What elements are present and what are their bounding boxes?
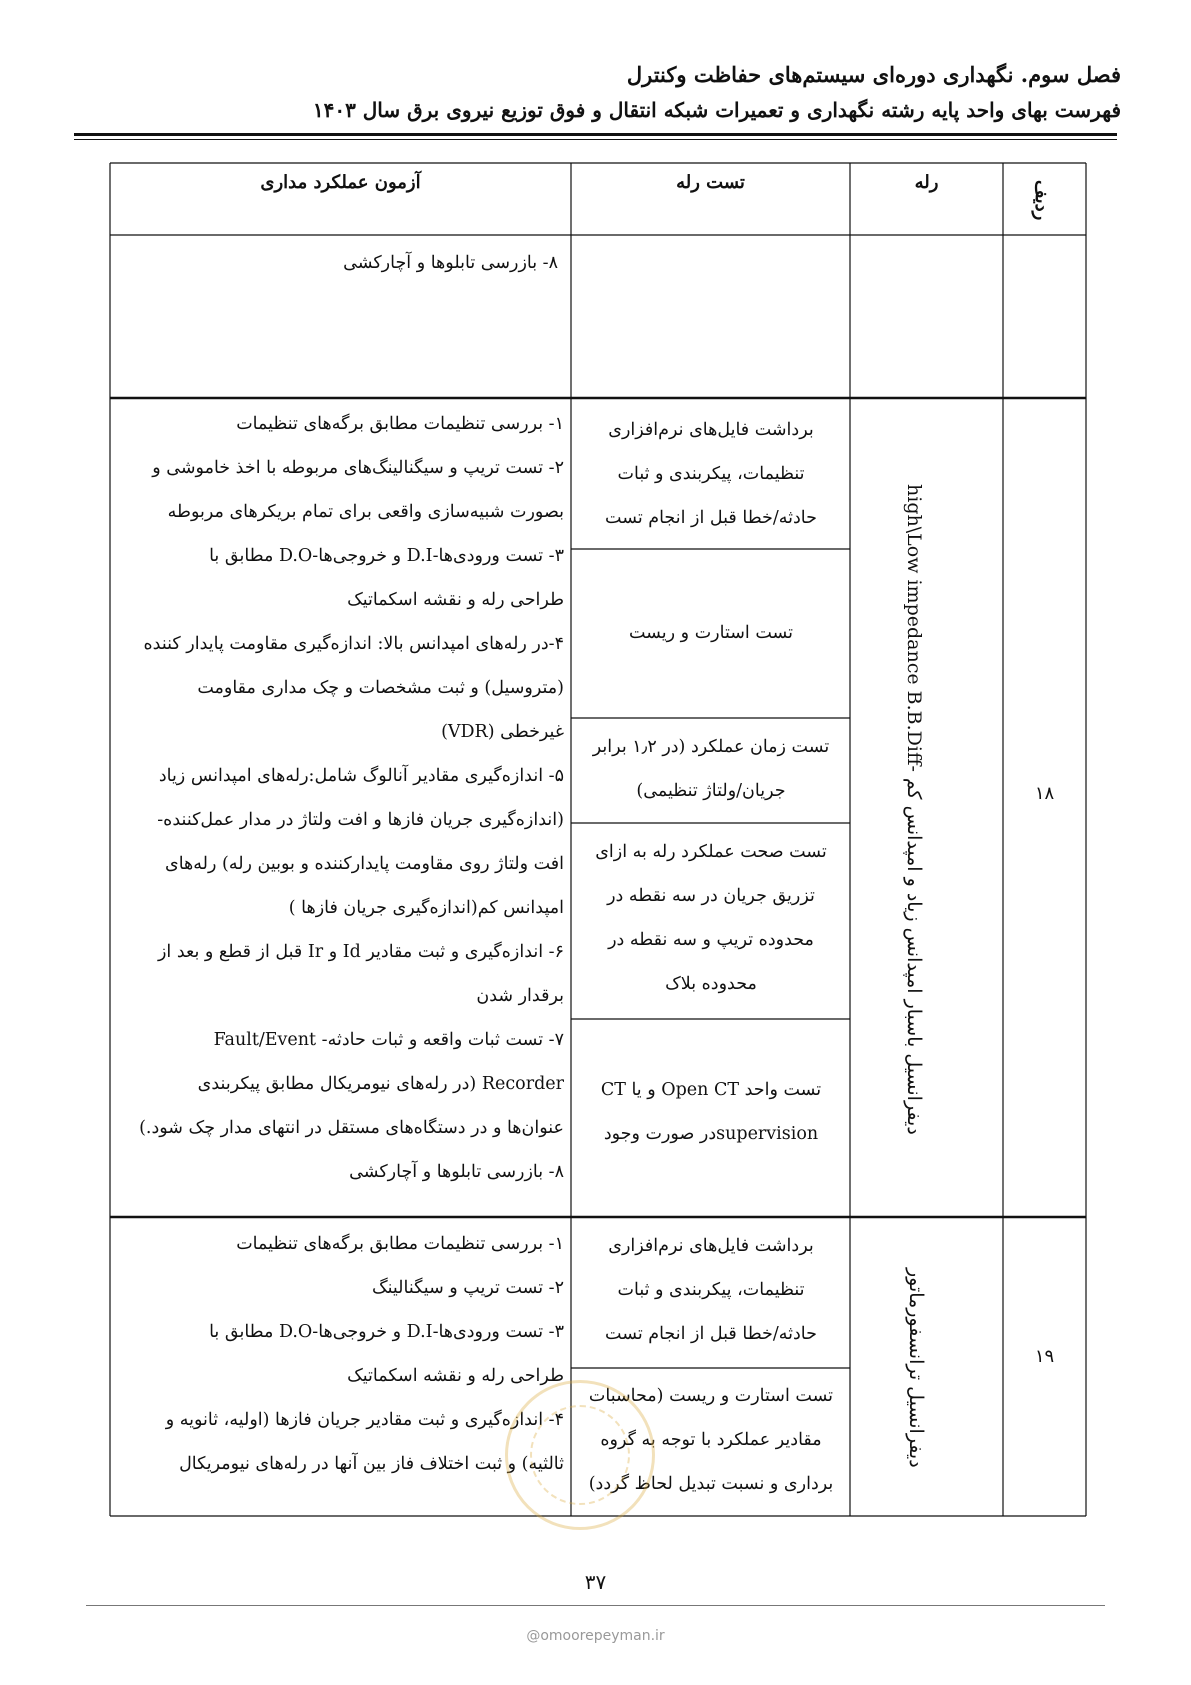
chapter-title: فصل سوم. نگهداری دوره‌ای سیستم‌های حفاظت وکنترل [626, 62, 1121, 87]
row19-circuit-line: ثالثیه) و ثبت اختلاف فاز بین آنها در رله‌های نیومریکال [179, 1454, 564, 1474]
column-header-relay-test: تست رله [676, 172, 745, 193]
row18-circuit-line: ۶- اندازه‌گیری و ثبت مقادیر Id و Ir قبل از قطع و بعد از [157, 942, 564, 962]
row18-circuit-line: ۱- بررسی تنظیمات مطابق برگه‌های تنظیمات [236, 414, 564, 434]
footer-rule [86, 1605, 1105, 1606]
row19-test-1-line: تنظیمات، پیکربندی و ثبات [617, 1280, 805, 1300]
row18-test-3-line: جریان/ولتاژ تنظیمی) [636, 781, 786, 801]
row18-test-4-line: محدوده بلاک [665, 974, 757, 994]
row18-circuit-line: (اندازه‌گیری جریان فازها و افت ولتاژ در مدار عمل‌کننده- [157, 810, 564, 830]
row19-circuit-line: ۴- اندازه‌گیری و ثبت مقادیر جریان فازها (اولیه، ثانویه و [165, 1410, 564, 1430]
row18-test-1-line: برداشت فایل‌های نرم‌افزاری [608, 420, 814, 440]
row18-circuit-line: طراحی رله و نقشه اسکماتیک [347, 590, 564, 610]
row18-circuit-line: ۵- اندازه‌گیری مقادیر آنالوگ شامل:رله‌های امپدانس زیاد [158, 766, 564, 786]
row19-circuit-line: ۲- تست تریپ و سیگنالینگ [371, 1278, 564, 1298]
row19-test-1 [580, 1224, 842, 1356]
document-subtitle: فهرست بهای واحد پایه رشته نگهداری و تعمیرات شبکه انتقال و فوق توزیع نیروی برق سال ۱۴۰۳ [312, 98, 1121, 122]
row18-circuit-line: بصورت شبیه‌سازی واقعی برای تمام بریکرهای مربوطه [167, 502, 564, 522]
row18-circuit-line: غیرخطی (VDR) [441, 722, 564, 742]
row18-circuit-line: برقدار شدن [476, 986, 564, 1006]
row19-number: ۱۹ [1034, 1346, 1055, 1367]
footer-website: @omoorepeyman.ir [526, 1628, 665, 1644]
row18-circuit-line: ۲- تست تریپ و سیگنالینگ‌های مربوطه با اخذ خاموشی و [152, 458, 564, 478]
row18-test-1 [580, 408, 842, 540]
row18-circuit-line: ۴-در رله‌های امپدانس بالا: اندازه‌گیری مقاومت پایدار کننده [143, 634, 564, 654]
row18-circuit-line: ۷- تست ثبات واقعه و ثبات حادثه- Fault/Event [213, 1030, 564, 1050]
row18-circuit-line: Recorder (در رله‌های نیومریکال مطابق پیکربندی [197, 1074, 564, 1094]
row18-test-3-line: تست زمان عملکرد (در ۱٫۲ برابر [592, 737, 830, 757]
row18-test-2-line: تست استارت و ریست [629, 623, 793, 643]
column-header-row-label: ردیف [1031, 180, 1052, 221]
row19-relay-name: دیفرانسیل ترانسفورماتور [905, 1268, 927, 1468]
watermark-stamp-inner-ring [530, 1405, 630, 1505]
row18-number: ۱۸ [1034, 783, 1055, 804]
row18-test-4-line: محدوده تریپ و سه نقطه در [608, 930, 814, 950]
column-header-circuit-test: آزمون عملکرد مداری [260, 172, 421, 193]
row19-test-1-line: برداشت فایل‌های نرم‌افزاری [608, 1236, 814, 1256]
row18-test-5-line: supervisionدر صورت وجود [603, 1124, 819, 1144]
row18-circuit-line: ۳- تست ورودی‌ها-D.I و خروجی‌ها-D.O مطابق با [209, 546, 564, 566]
continuation-circuit-item: ۸- بازرسی تابلوها و آچارکشی [343, 253, 558, 273]
row18-test-1-line: حادثه/خطا قبل از انجام تست [605, 508, 817, 528]
column-header-row-number [1003, 172, 1086, 232]
row19-test-1-line: حادثه/خطا قبل از انجام تست [605, 1324, 817, 1344]
page-number: ۳۷ [584, 1570, 607, 1594]
row18-circuit-line: (متروسیل) و ثبت مشخصات و چک مداری مقاومت [197, 678, 564, 698]
row18-circuit-line: امپدانس کم(اندازه‌گیری جریان فازها ) [288, 898, 564, 918]
row19-test-2-line: تست استارت و ریست (محاسبات [588, 1386, 834, 1406]
row19-circuit-line: ۱- بررسی تنظیمات مطابق برگه‌های تنظیمات [236, 1234, 564, 1254]
row18-circuit-line: ۸- بازرسی تابلوها و آچارکشی [349, 1162, 564, 1182]
row19-circuit-line: ۳- تست ورودی‌ها-D.I و خروجی‌ها-D.O مطابق با [209, 1322, 564, 1342]
row18-test-5 [580, 1068, 842, 1156]
row18-test-5-line: تست واحد Open CT و یا CT [600, 1080, 822, 1100]
row18-circuit-tests [118, 402, 564, 1194]
row18-circuit-line: افت ولتاژ روی مقاومت پایدارکننده و بوبین رله) رله‌های [165, 854, 564, 874]
row18-test-1-line: تنظیمات، پیکربندی و ثبات [617, 464, 805, 484]
row19-circuit-line: طراحی رله و نقشه اسکماتیک [347, 1366, 564, 1386]
row18-test-3 [580, 725, 842, 813]
watermark-stamp-icon [505, 1380, 655, 1530]
row18-test-2 [580, 611, 842, 655]
row18-relay-name: دیفرانسیل باسبار امپدانس زیاد و امپدانس کم -high\Low impedance B.B.Diff [903, 484, 925, 1135]
row19-test-2-line: برداری و نسبت تبدیل لحاظ گردد) [588, 1474, 834, 1494]
row18-test-4-line: تزریق جریان در سه نقطه در [607, 886, 815, 906]
row18-test-4-line: تست صحت عملکرد رله به ازای [595, 842, 827, 862]
row18-circuit-line: عنوان‌ها و در دستگاه‌های مستقل در انتهای مدار چک شود.) [139, 1118, 564, 1138]
row19-test-2-line: مقادیر عملکرد با توجه به گروه [600, 1430, 822, 1450]
row19-circuit-tests [118, 1222, 564, 1486]
column-header-relay: رله [914, 172, 939, 193]
row18-test-4 [580, 830, 842, 1006]
